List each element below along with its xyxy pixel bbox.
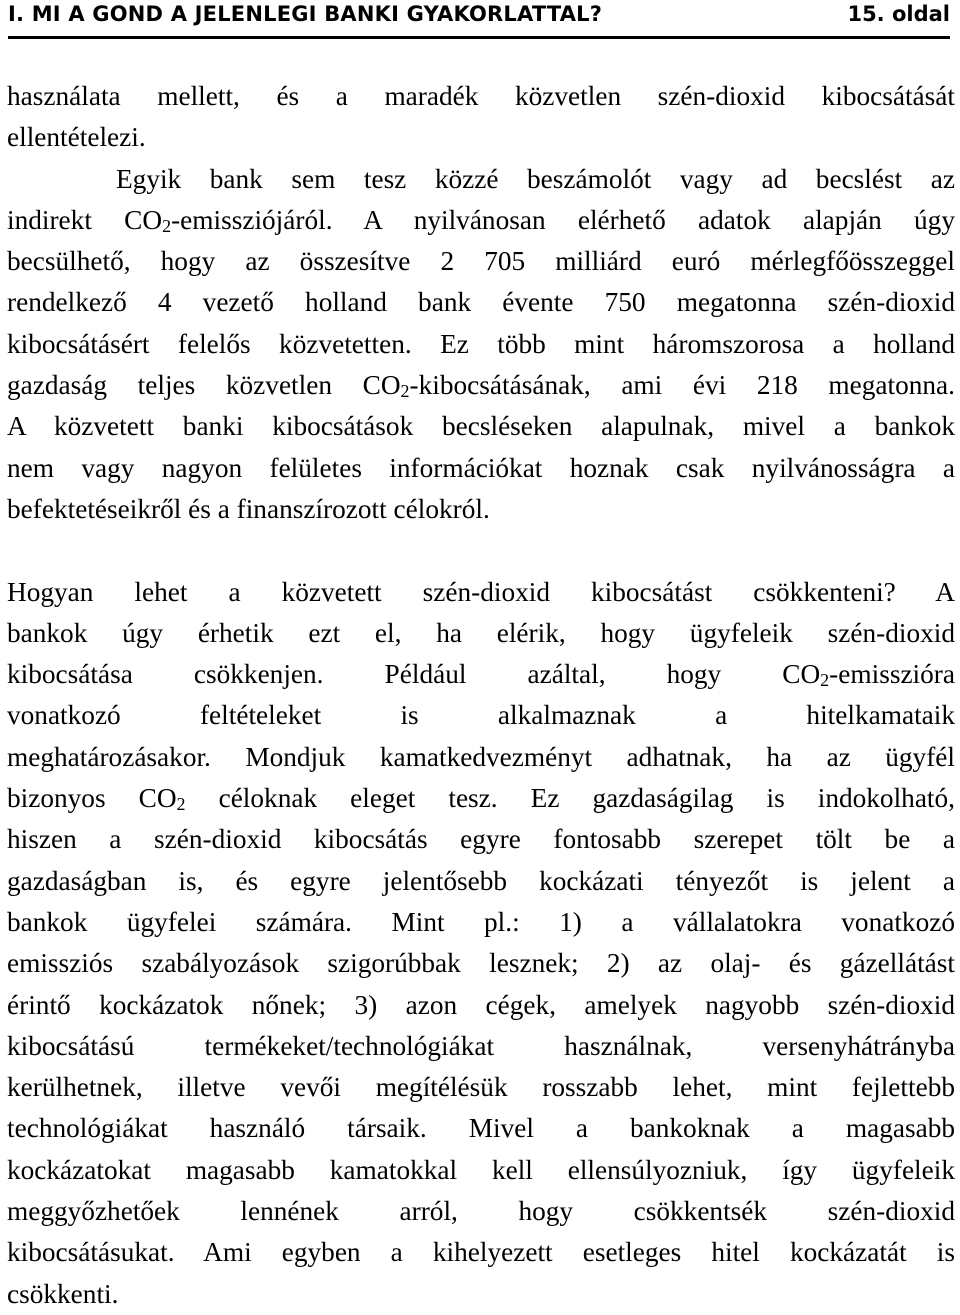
text-line: kibocsátásért felelős közvetetten. Ez több mint háromszorosa a holland bbox=[7, 328, 955, 359]
text-line: kibocsátásukat. Ami egyben a kihelyezett esetleges hitel kockázatát is bbox=[7, 1237, 955, 1268]
text-line: befektetéseikről és a finanszírozott célokról. bbox=[7, 493, 490, 524]
text-line: ellentételezi. bbox=[7, 122, 146, 153]
text-line: rendelkező 4 vezető holland bank évente 750 megatonna szén-dioxid bbox=[7, 287, 955, 318]
page-number: 15. oldal bbox=[847, 2, 950, 26]
text-line: bankok úgy érhetik ezt el, ha elérik, hogy ügyfeleik szén-dioxid bbox=[7, 617, 955, 648]
document-body bbox=[7, 76, 955, 1315]
text-line: technológiákat használó társaik. Mivel a bankoknak a magasabb bbox=[7, 1113, 955, 1144]
chapter-title: I. MI A GOND A JELENLEGI BANKI GYAKORLATTAL? bbox=[8, 2, 603, 26]
text-line: Hogyan lehet a közvetett szén-dioxid kibocsátást csökkenteni? A bbox=[7, 576, 955, 607]
text-line: kibocsátású termékeket/technológiákat használnak, versenyhátrányba bbox=[7, 1030, 955, 1061]
text-line: nem vagy nagyon felületes információkat hoznak csak nyilvánosságra a bbox=[7, 452, 955, 483]
text-line: kockázatokat magasabb kamatokkal kell ellensúlyozniuk, így ügyfeleik bbox=[7, 1154, 955, 1185]
text-line: használata mellett, és a maradék közvetlen szén-dioxid kibocsátását bbox=[7, 81, 955, 111]
text-line: kibocsátása csökkenjen. Például azáltal, hogy $CO_2$-emisszióra bbox=[7, 659, 955, 691]
text-line: meggyőzhetőek lennének arról, hogy csökkentsék szén-dioxid bbox=[7, 1196, 955, 1227]
text-line: bizonyos $CO_2$ céloknak eleget tesz. Ez gazdaságilag is indokolható, bbox=[7, 783, 955, 815]
text-line: bankok ügyfelei számára. Mint pl.: 1) a vállalatokra vonatkozó bbox=[7, 906, 955, 937]
text-line: vonatkozó feltételeket is alkalmaznak a hitelkamataik bbox=[7, 700, 955, 731]
paragraph-gap bbox=[7, 530, 955, 571]
text-line: gazdaságban is, és egyre jelentősebb kockázati tényezőt is jelent a bbox=[7, 865, 955, 896]
text-line: kerülhetnek, illetve vevői megítélésük rosszabb lehet, mint fejlettebb bbox=[7, 1072, 955, 1103]
page-header bbox=[8, 2, 950, 39]
text-line: gazdaság teljes közvetlen $CO_2$-kibocsátásának, ami évi 218 megatonna. bbox=[7, 370, 955, 402]
text-line: csökkenti. bbox=[7, 1278, 119, 1309]
text-line: indirekt $CO_2$-emissziójáról. A nyilvánosan elérhető adatok alapján úgy bbox=[7, 204, 955, 237]
text-line: hiszen a szén-dioxid kibocsátás egyre fontosabb szerepet tölt be a bbox=[7, 824, 955, 855]
text-line: A közvetett banki kibocsátások becsléseken alapulnak, mivel a bankok bbox=[7, 411, 955, 442]
text-line: érintő kockázatok nőnek; 3) azon cégek, amelyek nagyobb szén-dioxid bbox=[7, 989, 955, 1020]
text-line: emissziós szabályozások szigorúbbak lesznek; 2) az olaj- és gázellátást bbox=[7, 948, 955, 979]
text-line: becsülhető, hogy az összesítve 2 705 milliárd euró mérlegfőösszeggel bbox=[7, 246, 955, 277]
text-line: Egyik bank sem tesz közzé beszámolót vagy ad becslést az bbox=[116, 163, 955, 194]
text-line: meghatározásakor. Mondjuk kamatkedvezményt adhatnak, ha az ügyfél bbox=[7, 741, 955, 772]
